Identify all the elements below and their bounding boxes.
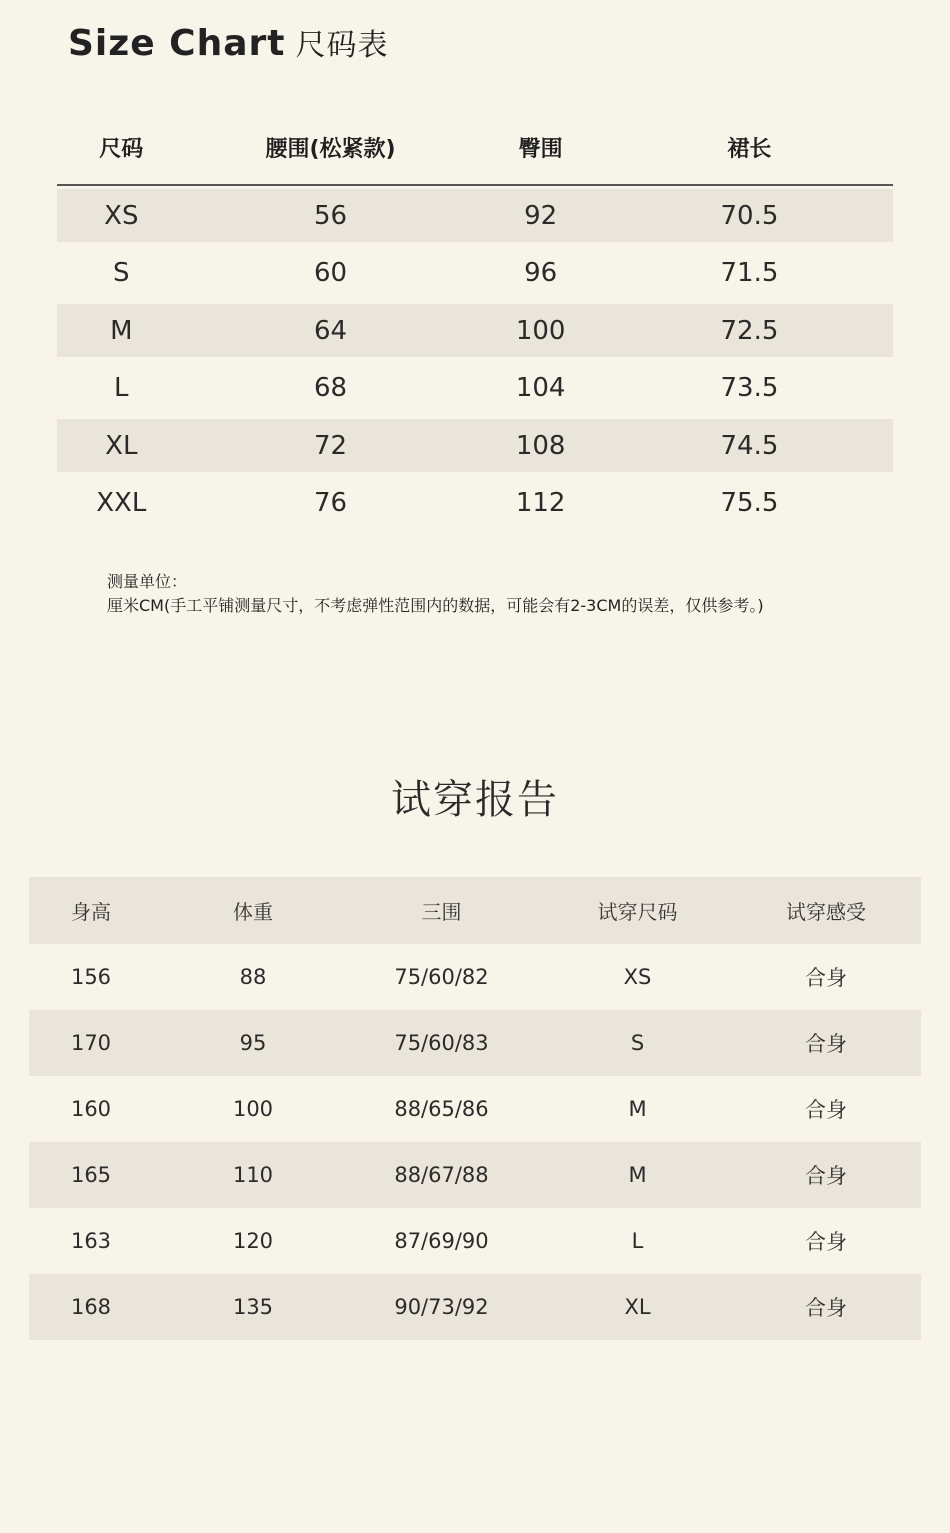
column-header-skirt-length: 裙长 — [727, 136, 772, 162]
table-row — [57, 304, 893, 357]
cell-fit: 合身 — [805, 1164, 847, 1188]
size-chart-table — [57, 110, 893, 534]
cell-height: 163 — [70, 1229, 112, 1253]
note-unit-detail: 厘米CM(手工平铺测量尺寸，不考虑弹性范围内的数据，可能会有2-3CM的误差，仅供参考。) — [107, 596, 764, 615]
cell-weight: 120 — [232, 1229, 274, 1253]
cell-tried-size: M — [628, 1097, 647, 1121]
cell-length: 74.5 — [720, 430, 779, 461]
page-title — [68, 20, 388, 64]
column-header-fit-feeling: 试穿感受 — [786, 900, 866, 924]
measurement-note — [107, 570, 764, 618]
cell-measurements: 88/67/88 — [394, 1163, 489, 1187]
cell-size: XXL — [96, 488, 147, 518]
column-header-measurements: 三围 — [421, 900, 462, 924]
cell-weight: 100 — [232, 1097, 274, 1121]
cell-measurements: 90/73/92 — [394, 1295, 489, 1319]
note-unit-label: 测量单位： — [107, 572, 188, 591]
cell-tried-size: M — [628, 1163, 647, 1187]
table-row — [57, 419, 893, 472]
cell-waist: 64 — [313, 315, 348, 346]
fit-report-table — [29, 877, 921, 1340]
cell-weight: 135 — [232, 1295, 274, 1319]
cell-fit: 合身 — [805, 1230, 847, 1254]
cell-size: XS — [104, 200, 139, 231]
cell-size: S — [113, 258, 130, 288]
cell-hip: 112 — [515, 488, 566, 518]
table-row — [29, 944, 921, 1010]
cell-waist: 72 — [313, 430, 348, 461]
cell-size: M — [110, 315, 133, 346]
cell-height: 156 — [70, 965, 112, 989]
cell-measurements: 87/69/90 — [394, 1229, 489, 1253]
title-cn: 尺码表 — [295, 28, 389, 63]
cell-waist: 68 — [313, 373, 348, 403]
cell-tried-size: S — [630, 1031, 645, 1055]
cell-waist: 56 — [313, 200, 348, 231]
column-header-tried-size: 试穿尺码 — [597, 900, 678, 924]
cell-fit: 合身 — [805, 1296, 847, 1320]
table-row — [57, 242, 893, 304]
column-header-hip: 臀围 — [518, 136, 563, 162]
cell-hip: 100 — [515, 315, 566, 346]
cell-hip: 104 — [515, 373, 566, 403]
fit-report-header-row — [29, 877, 921, 944]
cell-size: XL — [105, 430, 138, 461]
cell-height: 168 — [70, 1295, 112, 1319]
cell-hip: 108 — [515, 430, 566, 461]
cell-height: 160 — [70, 1097, 112, 1121]
cell-tried-size: L — [631, 1229, 644, 1253]
column-header-height: 身高 — [71, 900, 111, 924]
table-row — [57, 472, 893, 534]
cell-height: 165 — [70, 1163, 112, 1187]
cell-weight: 95 — [239, 1031, 267, 1055]
column-header-waist: 腰围(松紧款) — [265, 136, 396, 162]
table-row — [29, 1208, 921, 1274]
cell-hip: 92 — [524, 200, 558, 231]
size-chart-body — [57, 189, 893, 534]
cell-measurements: 75/60/82 — [394, 965, 489, 989]
cell-measurements: 88/65/86 — [394, 1097, 489, 1121]
cell-fit: 合身 — [805, 1098, 847, 1122]
cell-measurements: 75/60/83 — [394, 1031, 489, 1055]
cell-tried-size: XS — [623, 965, 652, 989]
table-row — [57, 189, 893, 242]
cell-fit: 合身 — [805, 1032, 847, 1056]
table-row — [29, 1010, 921, 1076]
cell-length: 71.5 — [720, 258, 779, 288]
cell-length: 70.5 — [720, 200, 779, 231]
cell-height: 170 — [70, 1031, 112, 1055]
report-title: 试穿报告 — [391, 777, 559, 823]
table-row — [29, 1274, 921, 1340]
cell-hip: 96 — [524, 258, 558, 288]
cell-length: 72.5 — [720, 315, 779, 346]
table-row — [57, 357, 893, 419]
cell-length: 73.5 — [720, 373, 779, 403]
cell-tried-size: XL — [624, 1295, 651, 1319]
size-chart-header-row — [57, 110, 893, 186]
column-header-weight: 体重 — [233, 900, 273, 924]
column-header-size: 尺码 — [99, 136, 144, 162]
cell-weight: 110 — [232, 1163, 274, 1187]
cell-fit: 合身 — [805, 966, 847, 990]
cell-waist: 76 — [313, 488, 348, 518]
title-en: Size Chart — [68, 23, 286, 64]
table-row — [29, 1076, 921, 1142]
cell-weight: 88 — [239, 965, 267, 989]
table-row — [29, 1142, 921, 1208]
cell-waist: 60 — [313, 258, 348, 288]
cell-length: 75.5 — [720, 488, 779, 518]
cell-size: L — [114, 373, 129, 403]
